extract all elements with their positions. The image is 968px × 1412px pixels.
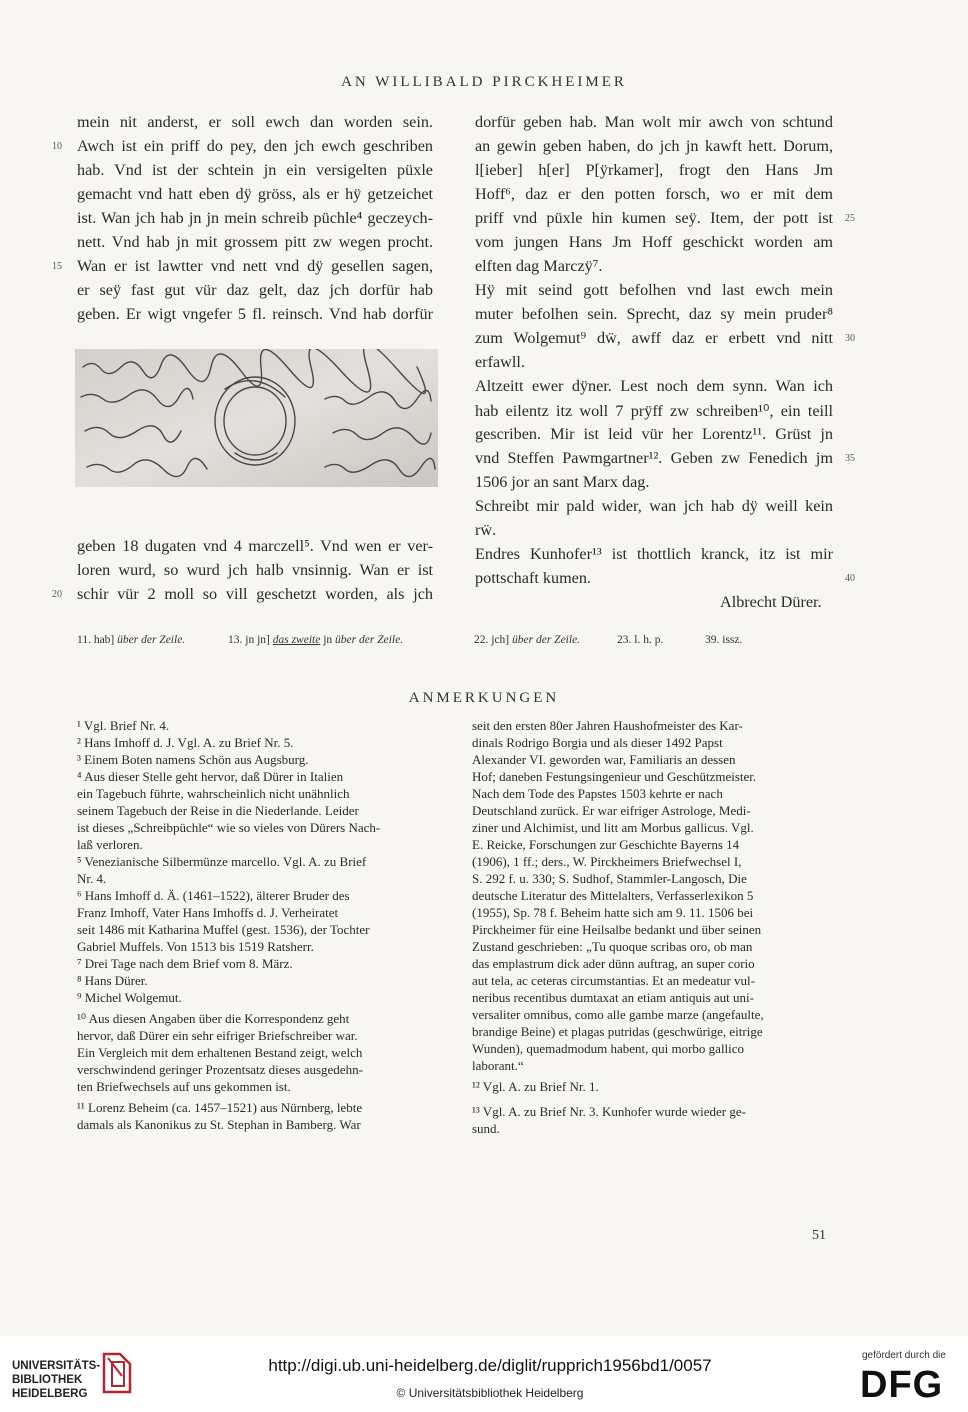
note-line: Pirckheimer für eine Heilsalbe bedankt und über seinen — [472, 922, 762, 937]
note-line: S. 292 f. u. 330; S. Sudhof, Stammler-Langosch, Die — [472, 871, 747, 886]
manuscript-facsimile-image — [75, 349, 438, 487]
library-emblem-icon — [100, 1350, 134, 1396]
text-line: 1506 jor an sant Marx dag. — [475, 473, 650, 491]
apparatus-entry — [474, 634, 580, 646]
note-line: ⁶ Hans Imhoff d. Ä. (1461–1522), älterer Bruder des — [77, 888, 350, 903]
text-line: Awch ist ein priff do pey, den jch ewch geschriben — [77, 137, 433, 155]
copyright-notice: © Universitätsbibliothek Heidelberg — [396, 1386, 584, 1400]
note-line: das emplastrum dick ader dünn auftrag, an super corio — [472, 956, 755, 971]
note-line: ⁹ Michel Wolgemut. — [77, 990, 182, 1005]
text-line: gescriben. Mir ist leid vür her Lorentz¹¹. Grüst jn — [475, 425, 833, 443]
note-line: hervor, daß Dürer ein sehr eifriger Briefschreiber war. — [77, 1028, 358, 1043]
dfg-logo: DFG — [860, 1364, 944, 1406]
text-line: Hÿ mit seind gott befolhen vnd last ewch mein — [475, 281, 833, 299]
handwriting-sketch-icon — [75, 349, 438, 487]
apparatus-word: jn — [323, 634, 333, 646]
section-heading: ANMERKUNGEN — [408, 690, 560, 706]
note-line: Alexander VI. geworden war, Familiaris an dessen — [472, 752, 736, 767]
note-line: Nr. 4. — [77, 871, 107, 886]
note-line: ¹¹ Lorenz Beheim (ca. 1457–1521) aus Nürnberg, lebte — [77, 1100, 363, 1115]
text-line: Endres Kunhofer¹³ ist thottlich kranck, itz ist mir — [475, 545, 833, 563]
apparatus-comment: über der Zeile. — [512, 634, 581, 646]
text-line: hab. Vnd ist der schtein jn ein versigelten püxle — [77, 161, 433, 179]
note-line: (1955), Sp. 78 f. Beheim hatte sich am 9. 11. 1506 bei — [472, 905, 754, 920]
text-line: er seÿ fast gut vür daz gelt, daz jch dorfür hab — [77, 281, 433, 299]
library-logo — [12, 1359, 100, 1401]
note-line: ein Tagebuch führte, wahrscheinlich nicht unähnlich — [77, 786, 350, 801]
apparatus-ref: 13. jn jn] — [228, 634, 270, 646]
line-number: 25 — [845, 213, 855, 224]
note-line: Gabriel Muffels. Von 1513 bis 1519 Ratsherr. — [77, 939, 314, 954]
text-line: gemacht vnd hatt eben dÿ gröss, als er hÿ getzeichet — [77, 185, 433, 203]
note-line: versaliter omnibus, como alle gambe marze (angefaulte, — [472, 1007, 764, 1022]
text-line: loren wurd, so wurd jch halb vnsinnig. Wan er ist — [77, 561, 433, 579]
funding-note: gefördert durch die — [862, 1350, 946, 1361]
note-line: brandige Beine) et plagas putridas (geschwürige, eitrige — [472, 1024, 763, 1039]
line-number: 10 — [52, 141, 62, 152]
apparatus-entry: 23. l. h. p. — [617, 634, 664, 646]
text-line: rẅ. — [475, 521, 497, 539]
text-line: priff vnd püxle hin kumen seÿ. Item, der pott ist — [475, 209, 833, 227]
note-line: aut tela, ac ceteras circumstantias. Et an medeatur vul- — [472, 973, 755, 988]
note-line: Deutschland zurück. Er war eifriger Astrologe, Medi- — [472, 803, 751, 818]
line-number: 30 — [845, 333, 855, 344]
text-line: an gewin geben haben, do jch jn kawft hett. Dorum, — [475, 137, 833, 155]
text-line: hab eilentz itz woll 7 prÿff zw schreiben¹⁰, ein teill — [475, 402, 833, 420]
apparatus-entry — [77, 634, 185, 646]
text-line: muter befolhen sein. Sprecht, daz sy mein pruder⁸ — [475, 305, 833, 323]
text-line: pottschaft kumen. — [475, 569, 591, 587]
text-line: Schreibt mir pald wider, wan jch hab dÿ weill kein — [475, 497, 833, 515]
apparatus-comment: über der Zeile. — [117, 634, 186, 646]
apparatus-ref: 11. hab] — [77, 634, 115, 646]
note-line: seinem Tagebuch der Reise in die Niederlande. Leider — [77, 803, 359, 818]
line-number: 35 — [845, 453, 855, 464]
note-line: ⁸ Hans Dürer. — [77, 973, 148, 988]
note-line: damals als Kanonikus zu St. Stephan in Bamberg. War — [77, 1117, 361, 1132]
text-line: Hoff⁶, daz er den potten forsch, wo er mit dem — [475, 185, 833, 203]
note-line: sund. — [472, 1121, 500, 1136]
note-line: Ein Vergleich mit dem erhaltenen Bestand zeigt, welch — [77, 1045, 363, 1060]
page-number: 51 — [812, 1228, 826, 1243]
footer-bar — [0, 1336, 968, 1412]
note-line: E. Reicke, Forschungen zur Geschichte Bayerns 14 — [472, 837, 740, 852]
note-line: verschwindend geringer Prozentsatz dieses ausgedehn- — [77, 1062, 363, 1077]
note-line: ⁴ Aus dieser Stelle geht hervor, daß Dürer in Italien — [77, 769, 344, 784]
note-line: Hof; daneben Festungsingenieur und Geschützmeister. — [472, 769, 757, 784]
text-line: dorfür geben hab. Man wolt mir awch von schtund — [475, 113, 833, 131]
apparatus-entry: 39. issz. — [705, 634, 743, 646]
text-line: schir vür 2 moll so vill geschetzt worden, als jch — [77, 585, 433, 603]
note-line: laborant.“ — [472, 1058, 524, 1073]
note-line: ¹³ Vgl. A. zu Brief Nr. 3. Kunhofer wurde wieder ge- — [472, 1104, 746, 1119]
text-line: geben 18 dugaten vnd 4 marczell⁵. Vnd wen er ver- — [77, 537, 433, 555]
text-line: elften dag Marczÿ⁷. — [475, 257, 603, 275]
text-line: vom jungen Hans Jm Hoff geschickt worden am — [475, 233, 833, 251]
text-line: erfawll. — [475, 353, 525, 371]
apparatus-entry — [228, 634, 403, 646]
library-logo-line: HEIDELBERG — [12, 1388, 88, 1400]
text-line: ist. Wan jch hab jn jn mein schreib püchle⁴ geczeych- — [77, 209, 433, 227]
line-number: 15 — [52, 261, 62, 272]
note-line: ¹⁰ Aus diesen Angaben über die Korrespondenz geht — [77, 1011, 350, 1026]
text-line: mein nit anderst, er soll ewch dan worden sein. — [77, 113, 433, 131]
text-line: nett. Vnd hab jn mit grossem pitt zw wegen procht. — [77, 233, 433, 251]
text-line: geben. Er wigt vngefer 5 fl. reinsch. Vnd hab dorfür — [77, 305, 433, 323]
note-line: seit den ersten 80er Jahren Haushofmeister des Kar- — [472, 718, 743, 733]
note-line: ³ Einem Boten namens Schön aus Augsburg. — [77, 752, 309, 767]
apparatus-comment: über der Zeile. — [335, 634, 404, 646]
note-line: deutsche Literatur des Mittelalters, Verfasserlexikon 5 — [472, 888, 754, 903]
library-logo-line: UNIVERSITÄTS- — [12, 1360, 101, 1372]
note-line: ten Briefwechsels auf uns gekommen ist. — [77, 1079, 291, 1094]
line-number: 40 — [845, 573, 855, 584]
note-line: Franz Imhoff, Vater Hans Imhoffs d. J. Verheiratet — [77, 905, 339, 920]
library-logo-line: BIBLIOTHEK — [12, 1374, 83, 1386]
note-line: seit 1486 mit Katharina Muffel (gest. 1536), der Tochter — [77, 922, 370, 937]
note-line: ist dieses „Schreibpüchle“ wie so vieles von Dürers Nach- — [77, 820, 381, 835]
text-line: Wan er ist lawtter vnd nett vnd dÿ gesellen sagen, — [77, 257, 433, 275]
note-line: ² Hans Imhoff d. J. Vgl. A. zu Brief Nr. 5. — [77, 735, 294, 750]
note-line: ⁵ Venezianische Silbermünze marcello. Vgl. A. zu Brief — [77, 854, 367, 869]
permalink-url[interactable]: http://digi.ub.uni-heidelberg.de/diglit/rupprich1956bd1/0057 — [268, 1356, 712, 1375]
line-number: 20 — [52, 589, 62, 600]
note-line: ⁷ Drei Tage nach dem Brief vom 8. März. — [77, 956, 293, 971]
text-line: Altzeitt ewer dÿner. Lest noch dem synn. Wan ich — [475, 377, 833, 395]
apparatus-comment: das zweite — [272, 634, 321, 646]
text-line: l[ieber] h[er] P[ÿrkamer], frogt den Hans Jm — [475, 161, 833, 179]
note-line: ziner und Alchimist, und litt am Morbus gallicus. Vgl. — [472, 820, 754, 835]
note-line: laß verloren. — [77, 837, 143, 852]
note-line: Zustand geschrieben: „Tu quoque scribas oro, ob man — [472, 939, 753, 954]
note-line: ¹ Vgl. Brief Nr. 4. — [77, 718, 170, 733]
note-line: neribus recentibus dumtaxat an etiam antiquis aut uni- — [472, 990, 754, 1005]
running-head: AN WILLIBALD PIRCKHEIMER — [341, 74, 627, 90]
note-line: dinals Rodrigo Borgia und als dieser 1492 Papst — [472, 735, 723, 750]
apparatus-ref: 22. jch] — [474, 634, 510, 646]
note-line: ¹² Vgl. A. zu Brief Nr. 1. — [472, 1079, 599, 1094]
signature: Albrecht Dürer. — [720, 593, 822, 611]
note-line: Wunden), quemadmodum habent, qui morbo gallico — [472, 1041, 745, 1056]
text-line: vnd Steffen Pawmgartner¹². Geben zw Fenedich jm — [475, 449, 833, 467]
note-line: (1906), 1 ff.; ders., W. Pirckheimers Briefwechsel I, — [472, 854, 742, 869]
text-line: zum Wolgemut⁹ dẅ, awff daz er erbett vnd nitt — [475, 329, 833, 347]
note-line: Nach dem Tode des Papstes 1503 kehrte er nach — [472, 786, 723, 801]
